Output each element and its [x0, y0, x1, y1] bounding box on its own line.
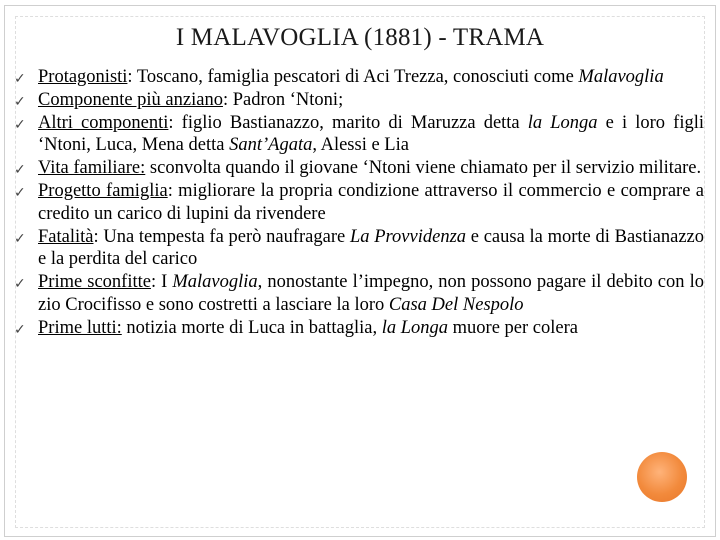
bullet-label: Fatalità [38, 226, 94, 247]
checkmark-icon: ✓ [14, 162, 26, 179]
bullet-label: Altri componenti [38, 112, 169, 133]
list-item [14, 180, 704, 226]
list-item [14, 112, 704, 158]
checkmark-icon: ✓ [14, 93, 26, 110]
slide-title: I MALAVOGLIA (1881) - TRAMA [175, 24, 545, 51]
bullet-text: notizia morte di Luca in battaglia, [121, 317, 382, 338]
bullet-text: , nonostante l’impegno, non possono pagare il debito con lo zio Crocifisso e sono costretti a lasciare la loro [38, 272, 704, 315]
bullet-text: : Una tempesta fa però naufragare [93, 226, 350, 247]
bullet-text: : figlio Bastianazzo, marito di Maruzza detta [168, 112, 528, 133]
list-item [14, 66, 704, 89]
bullet-italic: la Longa [381, 317, 449, 338]
list-item [14, 271, 704, 317]
bullet-text: : migliorare la propria condizione attraverso il commercio e comprare a credito un carico di lupini da rivendere [38, 180, 704, 224]
bullet-list [14, 66, 704, 340]
bullet-text: : Toscano, famiglia pescatori di Aci Trezza, conosciuti come [127, 67, 579, 87]
bullet-text: , Alessi e Lia [312, 135, 409, 156]
bullet-text: sconvolta quando il giovane ‘Ntoni viene chiamato per il servizio militare. [145, 158, 702, 179]
decorative-orange-circle [637, 452, 687, 502]
bullet-italic: Casa Del Nespolo [388, 294, 524, 315]
bullet-label: Prime lutti: [38, 317, 122, 338]
bullet-italic: la Longa [527, 112, 598, 133]
checkmark-icon: ✓ [14, 71, 26, 87]
list-item [14, 89, 704, 112]
bullet-italic: Sant’Agata [229, 135, 313, 156]
bullet-label: Progetto famiglia [38, 180, 168, 201]
bullet-text: e i loro figli ‘Ntoni, Luca, Mena detta [38, 112, 704, 156]
bullet-italic: Malavoglia [578, 67, 664, 87]
checkmark-icon: ✓ [14, 276, 26, 293]
bullet-text: e causa la morte di Bastianazzo e la perdita del carico [38, 226, 704, 270]
list-item [14, 226, 704, 272]
bullet-text: : Padron ‘Ntoni; [222, 89, 344, 110]
checkmark-icon: ✓ [14, 321, 26, 338]
checkmark-icon: ✓ [14, 116, 26, 133]
list-item [14, 157, 704, 180]
list-item [14, 317, 704, 340]
bullet-text: : I [150, 272, 173, 293]
bullet-label: Prime sconfitte [38, 272, 151, 293]
bullet-label: Vita familiare: [38, 158, 146, 179]
bullet-italic: Malavoglia [172, 272, 258, 293]
bullet-label: Protagonisti [38, 67, 128, 87]
bullet-label: Componente più anziano [38, 89, 223, 110]
bullet-text: muore per colera [448, 317, 578, 338]
bullet-italic: La Provvidenza [349, 226, 467, 247]
checkmark-icon: ✓ [14, 184, 26, 201]
checkmark-icon: ✓ [14, 230, 26, 247]
